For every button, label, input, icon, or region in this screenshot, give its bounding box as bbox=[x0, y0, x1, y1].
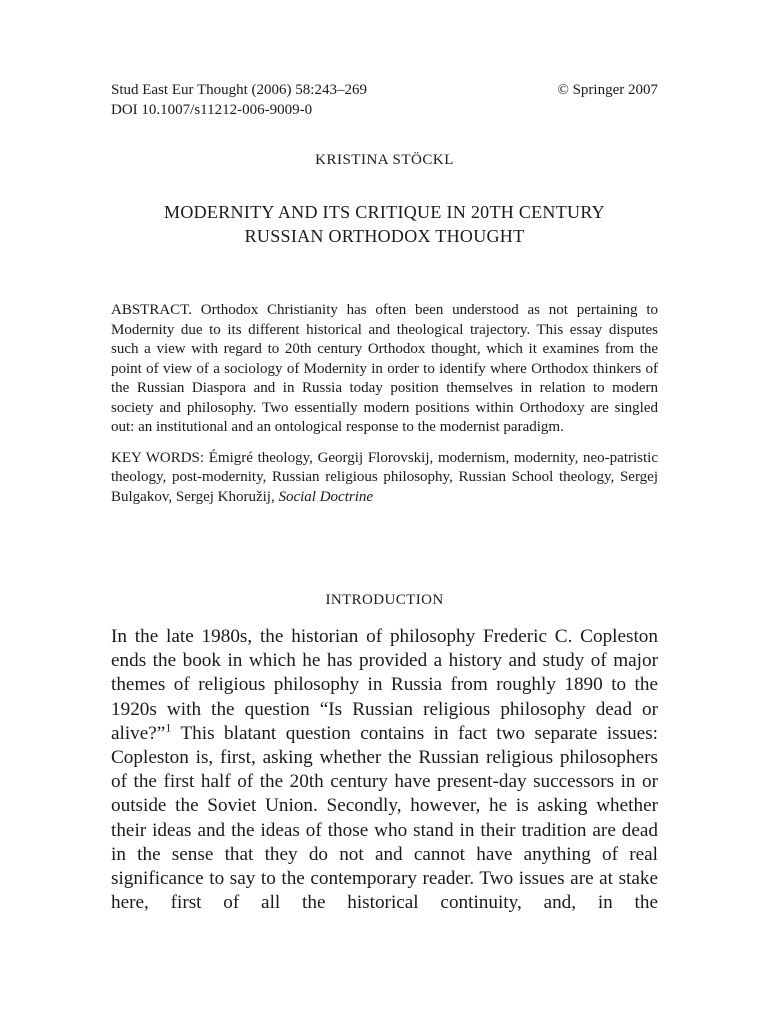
paragraph-text-part1: In the late 1980s, the historian of philosophy Frederic C. Copleston ends the book in which he has provided a history and study of major themes of religious philosophy in Russia from roughly 1890 to the 1920s with the question “Is Russian religious philosophy dead or alive?” bbox=[111, 626, 658, 744]
title-line-2: RUSSIAN ORTHODOX THOUGHT bbox=[244, 226, 525, 246]
copyright-notice: © Springer 2007 bbox=[557, 82, 658, 98]
footnote-reference[interactable]: 1 bbox=[165, 720, 172, 735]
doi-line: DOI 10.1007/s11212-006-9009-0 bbox=[111, 102, 313, 118]
article-title bbox=[111, 200, 658, 248]
paragraph-text-part2: This blatant question contains in fact two separate issues: Copleston is, first, asking whether the Russian religious philosophers of the first half of the 20th century have present-day successors in or outside the Soviet Union. Secondly, however, he is asking whether their ideas and the ideas of those who stand in their tradition are dead in the sense that they do not and cannot have anything of real significance to say to the contemporary reader. Two issues are at stake here, first of all the historical continuity, and, in the bbox=[111, 722, 658, 914]
keywords-italic-term: Social Doctrine bbox=[278, 488, 374, 505]
abstract bbox=[111, 301, 658, 438]
abstract-text: Orthodox Christianity has often been understood as not pertaining to Modernity due to its different historical and theological trajectory. This essay disputes such a view with regard to 20th century Orthodox thought, which it examines from the point of view of a sociology of Modernity in order to identify where Orthodox thinkers of the Russian Diaspora and in Russia today position themselves in relation to modern society and philosophy. Two essentially modern positions within Orthodoxy are singled out: an institutional and an ontological response to the modernist paradigm. bbox=[111, 302, 658, 435]
keywords bbox=[111, 449, 658, 508]
running-header bbox=[111, 80, 658, 100]
keywords-label: KEY WORDS: bbox=[111, 449, 205, 466]
article-page bbox=[111, 80, 658, 915]
title-line-1: MODERNITY AND ITS CRITIQUE IN 20TH CENTURY bbox=[164, 202, 605, 222]
body-paragraph bbox=[111, 625, 658, 915]
author-name: KRISTINA STÖCKL bbox=[315, 152, 454, 168]
journal-citation: Stud East Eur Thought (2006) 58:243–269 bbox=[111, 82, 367, 98]
keywords-text: Émigré theology, Georgij Florovskij, modernism, modernity, neo-patristic theology, post-modernity, Russian religious philosophy, Russian School theology, Sergej Bulgakov, Sergej Khoružij, bbox=[111, 449, 658, 505]
section-heading: INTRODUCTION bbox=[325, 592, 444, 608]
abstract-label: ABSTRACT. bbox=[111, 302, 192, 318]
